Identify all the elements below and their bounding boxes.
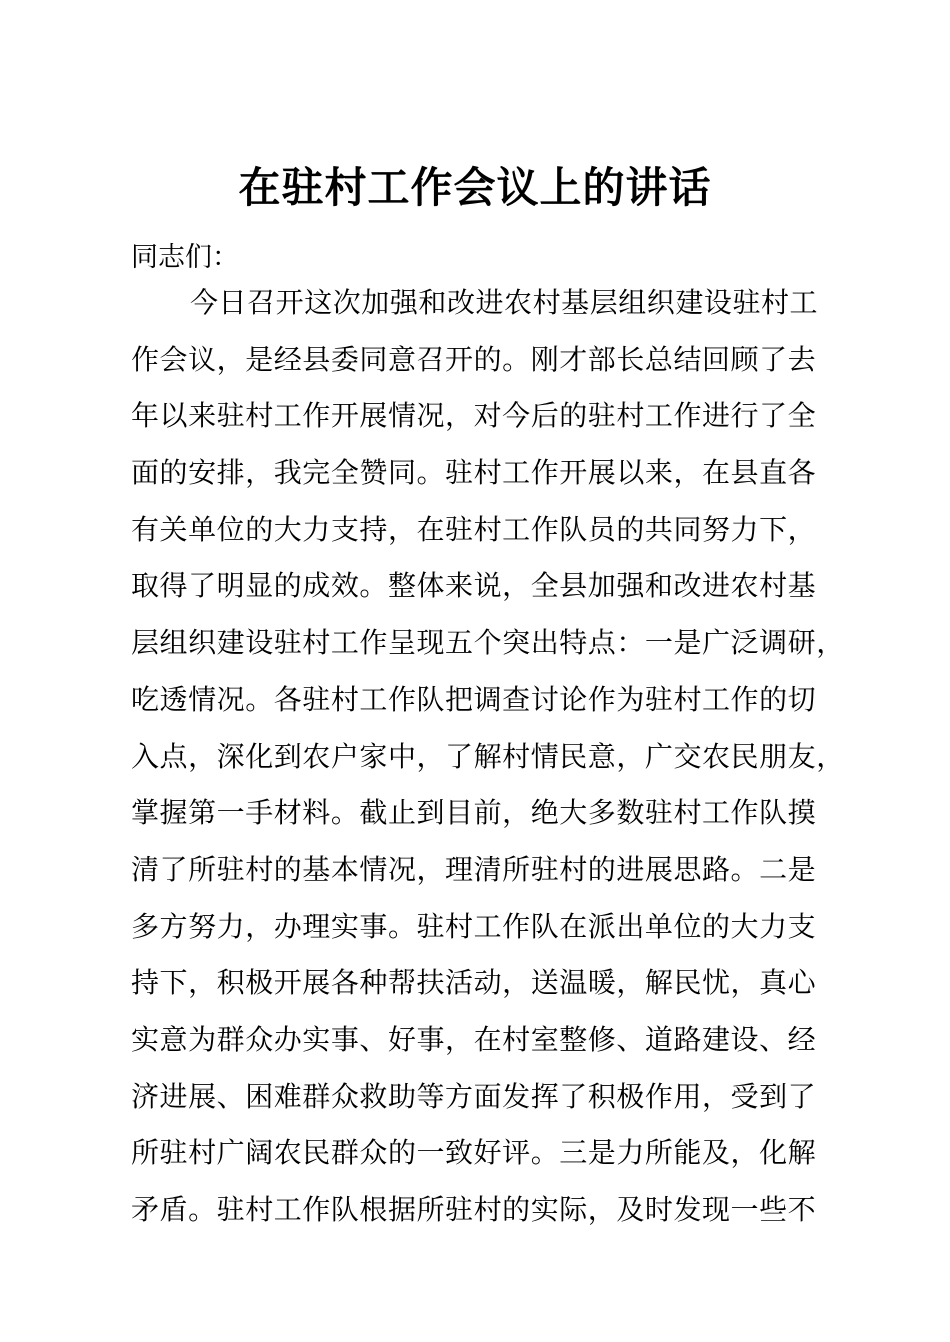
greeting: 同志们： [131, 242, 239, 273]
paragraph-line: 面的安排，我完全赞同。驻村工作开展以来，在县直各 [131, 456, 817, 490]
paragraph-line: 实意为群众办实事、好事，在村室整修、道路建设、经 [131, 1022, 817, 1056]
paragraph-line: 多方努力，办理实事。驻村工作队在派出单位的大力支 [131, 909, 817, 943]
document-title: 在驻村工作会议上的讲话 [238, 163, 712, 212]
paragraph-line: 取得了明显的成效。整体来说，全县加强和改进农村基 [131, 569, 817, 603]
paragraph-line: 层组织建设驻村工作呈现五个突出特点：一是广泛调研， [131, 626, 845, 660]
speech-body [131, 275, 843, 1239]
paragraph-line: 吃透情况。各驻村工作队把调查讨论作为驻村工作的切 [131, 682, 817, 716]
paragraph-line: 济进展、困难群众救助等方面发挥了积极作用，受到了 [131, 1079, 817, 1113]
paragraph-line: 入点，深化到农户家中，了解村情民意，广交农民朋友， [131, 739, 845, 773]
paragraph-line: 有关单位的大力支持，在驻村工作队员的共同努力下， [131, 512, 817, 546]
paragraph-line: 年以来驻村工作开展情况，对今后的驻村工作进行了全 [131, 399, 817, 433]
paragraph-line: 掌握第一手材料。截止到目前，绝大多数驻村工作队摸 [131, 796, 817, 830]
paragraph-line: 持下，积极开展各种帮扶活动，送温暖，解民忧，真心 [131, 966, 817, 1000]
paragraph-line: 今日召开这次加强和改进农村基层组织建设驻村工 [190, 286, 819, 319]
paragraph-line: 矛盾。驻村工作队根据所驻村的实际，及时发现一些不 [131, 1193, 817, 1226]
paragraph-line: 作会议，是经县委同意召开的。刚才部长总结回顾了去 [131, 342, 817, 376]
paragraph-line: 清了所驻村的基本情况，理清所驻村的进展思路。二是 [131, 852, 817, 886]
paragraph-line: 所驻村广阔农民群众的一致好评。三是力所能及，化解 [131, 1136, 817, 1170]
